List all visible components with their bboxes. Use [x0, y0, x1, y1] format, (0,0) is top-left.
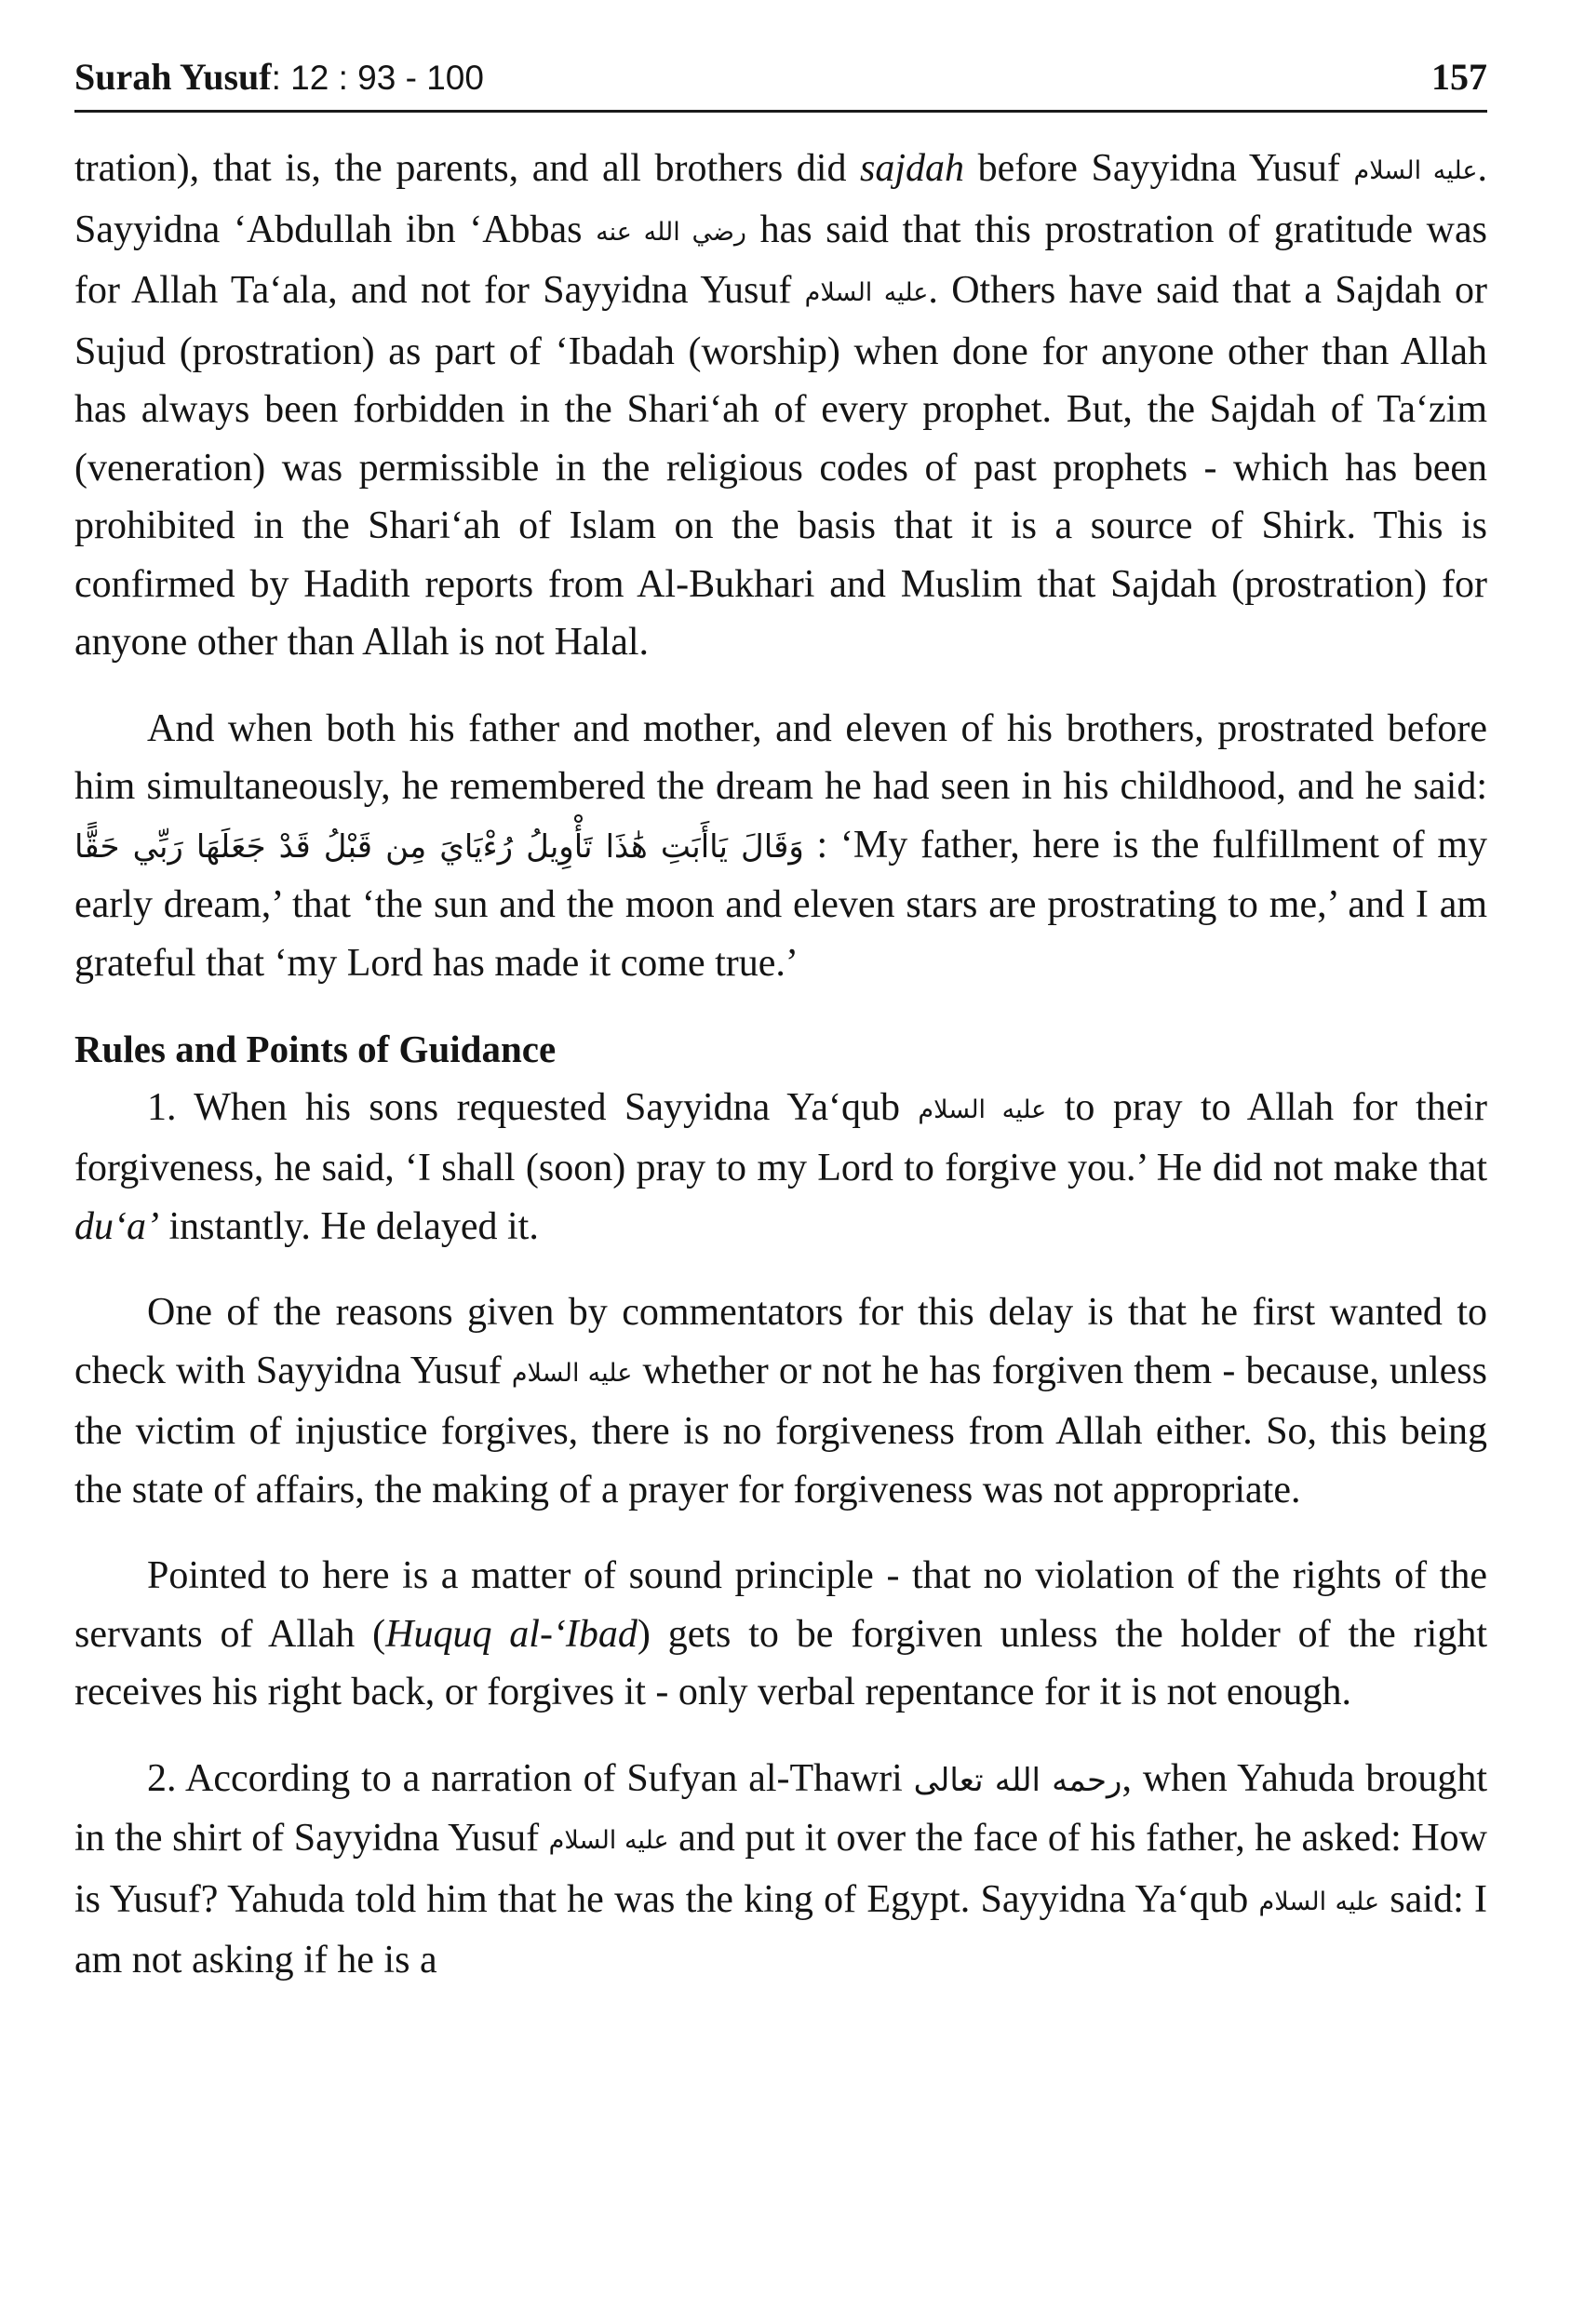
italic-term: sajdah	[860, 147, 965, 190]
honorific-glyph: عليه السلام	[548, 1826, 669, 1855]
text: And when both his father and mother, and eleven of his brothers, prostrated before him simultaneously, he remembered the dream he had seen in his childhood, and he said:	[74, 706, 1487, 808]
text: . Sayyidna ‘Abdullah ibn ‘Abbas	[74, 147, 1487, 251]
text: tration), that is, the parents, and all brothers did	[74, 147, 861, 190]
paragraph-2	[74, 700, 1487, 993]
arabic-verse: وَقَالَ يَاأَبَتِ هَٰذَا تَأْوِيلُ رُءْيَايَ مِن قَبْلُ قَدْ جَعَلَهَا رَبِّي حَقًّا	[74, 827, 804, 866]
paragraph-3	[74, 1079, 1487, 1256]
page-body	[74, 140, 1487, 1990]
italic-term: du‘a’	[74, 1204, 159, 1248]
running-head	[74, 55, 484, 99]
italic-term: Huquq al-‘Ibad	[385, 1612, 638, 1656]
book-title: Surah Yusuf	[74, 56, 272, 98]
section-heading: Rules and Points of Guidance	[74, 1028, 557, 1070]
text: instantly. He delayed it.	[158, 1204, 539, 1248]
paragraph-1	[74, 140, 1487, 672]
honorific-glyph: رضي الله عنه	[596, 217, 746, 247]
text: ) gets to be forgiven unless the holder of the right receives his right back, or forgives it - only verbal repentance for it is not enough.	[74, 1612, 1487, 1713]
honorific-glyph: عليه السلام	[918, 1095, 1047, 1124]
text: before Sayyidna Yusuf	[964, 147, 1354, 190]
paragraph-4	[74, 1283, 1487, 1519]
text: Pointed to here is a matter of sound principle - that no violation of the rights of the servants of Allah (	[74, 1554, 1487, 1656]
honorific-glyph: عليه السلام	[804, 278, 929, 307]
text: 2. According to a narration of Sufyan al-Thawri	[147, 1756, 914, 1800]
text: . Others have said that a Sajdah or Sujud (prostration) as part of ‘Ibadah (worship) when done for anyone other than Allah has always been forbidden in the Shari‘ah of every prophet. But, the Sajdah of Ta‘zim (veneration) was permissible in the religious codes of past prophets - which has been prohibited in the Shari‘ah of Islam on the basis that it is a source of Shirk. This is confirmed by Hadith reports from Al-Bukhari and Muslim that Sajdah (prostration) for anyone other than Allah is not Halal.	[74, 269, 1487, 664]
honorific-glyph: عليه السلام	[1258, 1887, 1380, 1916]
page-number: 157	[1431, 56, 1487, 98]
honorific-glyph: عليه السلام	[1353, 156, 1478, 185]
honorific-glyph: عليه السلام	[511, 1358, 633, 1388]
text: : ‘My father, here is the fulfillment of my early dream,’ that ‘the sun and the moon and eleven stars are prostrating to me,’ and I am grateful that ‘my Lord has made it come true.’	[74, 823, 1488, 985]
arabic-honorific: رحمه الله تعالى	[913, 1761, 1122, 1799]
text: , when Yahuda brought in the shirt of Sayyidna Yusuf	[74, 1756, 1487, 1860]
text: to pray to Allah for their forgiveness, he said, ‘I shall (soon) pray to my Lord to forgive you.’ He did not make that	[74, 1085, 1487, 1189]
page-header	[74, 45, 1487, 113]
text: said: I am not asking if he is a	[74, 1877, 1487, 1981]
verse-reference: : 12 : 93 - 100	[271, 59, 484, 97]
text: and put it over the face of his father, he asked: How is Yusuf? Yahuda told him that he was the king of Egypt. Sayyidna Ya‘qub	[74, 1817, 1487, 1921]
text: has said that this prostration of gratitude was for Allah Ta‘ala, and not for Sayyidna Yusuf	[74, 208, 1487, 312]
text: 1. When his sons requested Sayyidna Ya‘qub	[147, 1085, 919, 1129]
text: whether or not he has forgiven them - because, unless the victim of injustice forgives, there is no forgiveness from Allah either. So, this being the state of affairs, the making of a prayer for forgiveness was not appropriate.	[74, 1349, 1487, 1511]
paragraph-6	[74, 1750, 1487, 1990]
paragraph-5	[74, 1547, 1487, 1722]
text: One of the reasons given by commentators for this delay is that he first wanted to check with Sayyidna Yusuf	[74, 1291, 1487, 1392]
